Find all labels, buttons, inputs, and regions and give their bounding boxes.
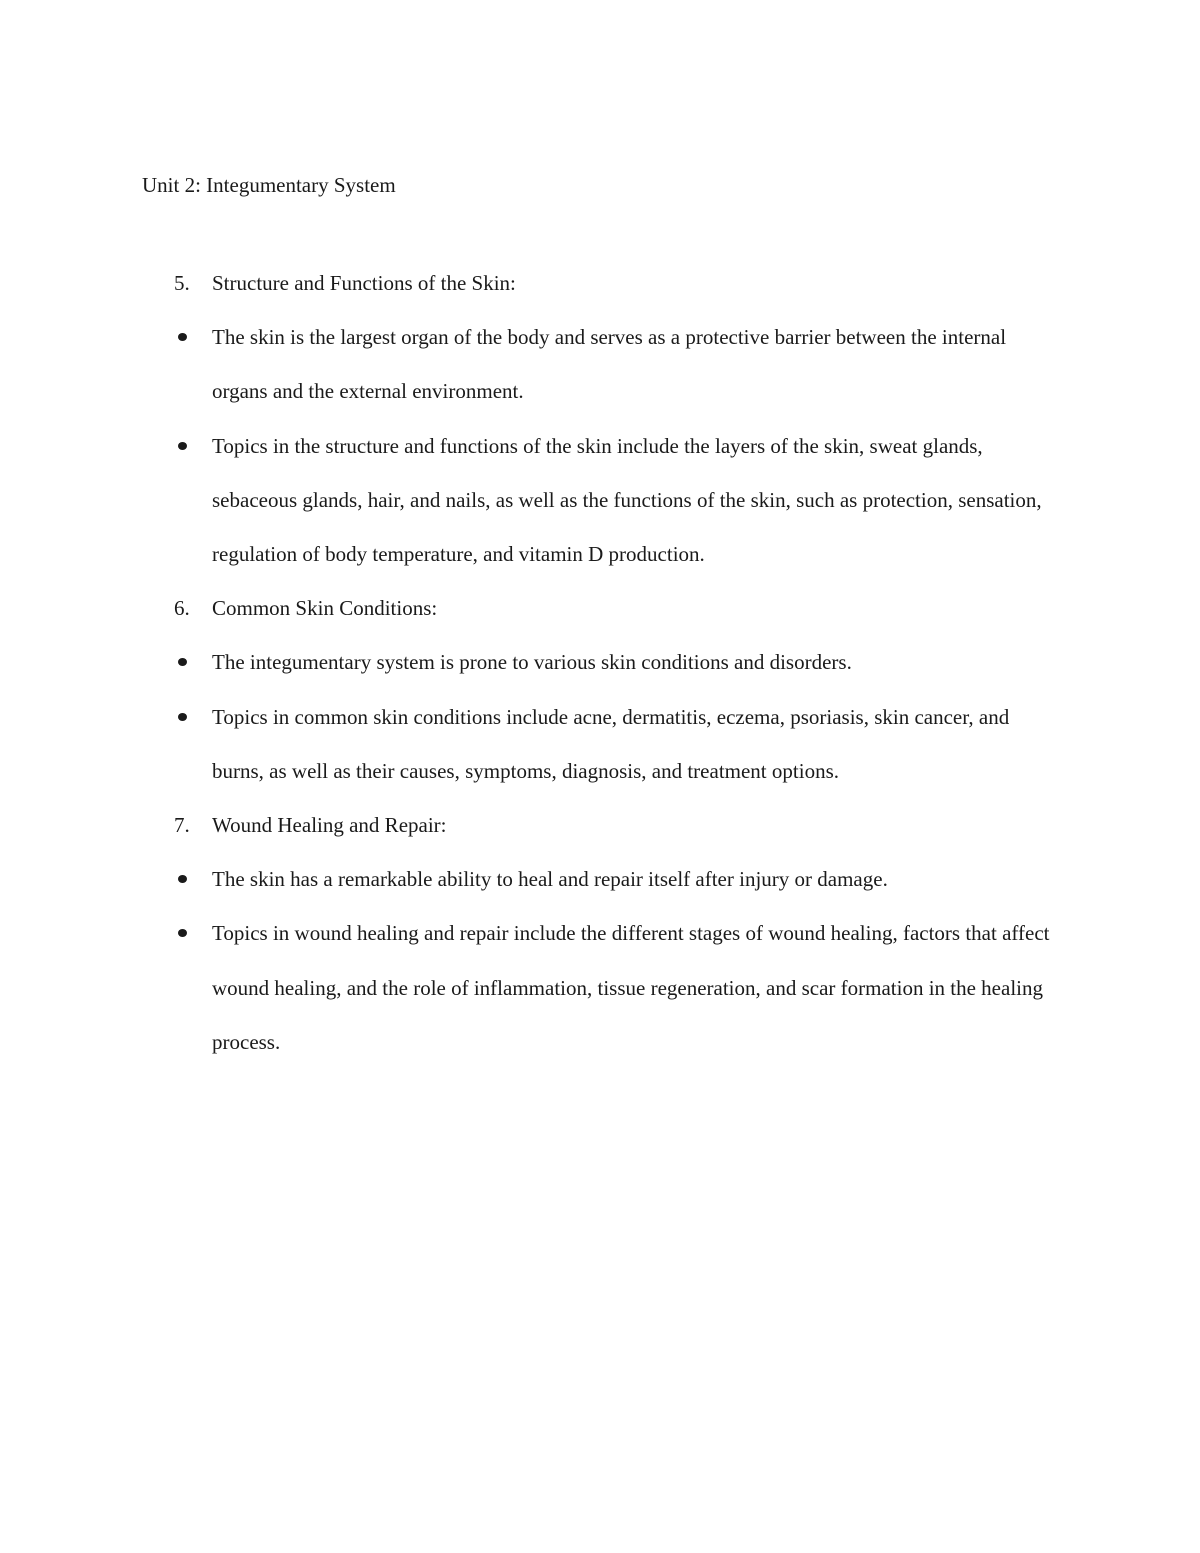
- bullet-item: [0, 310, 1200, 418]
- bullet-text: The integumentary system is prone to various skin conditions and disorders.: [212, 650, 852, 675]
- section-heading: [0, 581, 1200, 635]
- bullet-icon: [178, 442, 187, 450]
- document-title: Unit 2: Integumentary System: [142, 173, 396, 197]
- bullet-icon: [178, 875, 187, 883]
- section-heading: [0, 256, 1200, 310]
- section-heading-text: Structure and Functions of the Skin:: [212, 271, 516, 295]
- bullet-item: [0, 852, 1200, 906]
- section-number: 6.: [174, 596, 190, 621]
- section-heading-text: Common Skin Conditions:: [212, 596, 438, 621]
- bullet-text: The skin has a remarkable ability to heal and repair itself after injury or damage.: [212, 867, 888, 892]
- bullet-text: The skin is the largest organ of the body and serves as a protective barrier between the internal organs and the external environment.: [212, 325, 1007, 404]
- bullet-icon: [178, 929, 187, 937]
- bullet-icon: [178, 333, 187, 341]
- bullet-icon: [178, 658, 187, 666]
- bullet-item: [0, 419, 1200, 582]
- section-number: 5.: [174, 271, 190, 295]
- section-heading-text: Wound Healing and Repair:: [212, 813, 447, 838]
- bullet-item: [0, 690, 1200, 798]
- document-body: [0, 256, 1200, 1069]
- bullet-item: [0, 906, 1200, 1069]
- bullet-text: Topics in the structure and functions of the skin include the layers of the skin, sweat glands, sebaceous glands, hair, and nails, as well as the functions of the skin, such as protection, sensation, regulation of body temperature, and vitamin D production.: [212, 433, 1042, 567]
- section-heading: [0, 798, 1200, 852]
- bullet-item: [0, 635, 1200, 689]
- bullet-text: Topics in common skin conditions include acne, dermatitis, eczema, psoriasis, skin cancer, and burns, as well as their causes, symptoms, diagnosis, and treatment options.: [212, 704, 1010, 783]
- section-number: 7.: [174, 813, 190, 838]
- bullet-icon: [178, 713, 187, 721]
- bullet-text: Topics in wound healing and repair include the different stages of wound healing, factors that affect wound healing, and the role of inflammation, tissue regeneration, and scar formation in the healing process.: [212, 921, 1050, 1054]
